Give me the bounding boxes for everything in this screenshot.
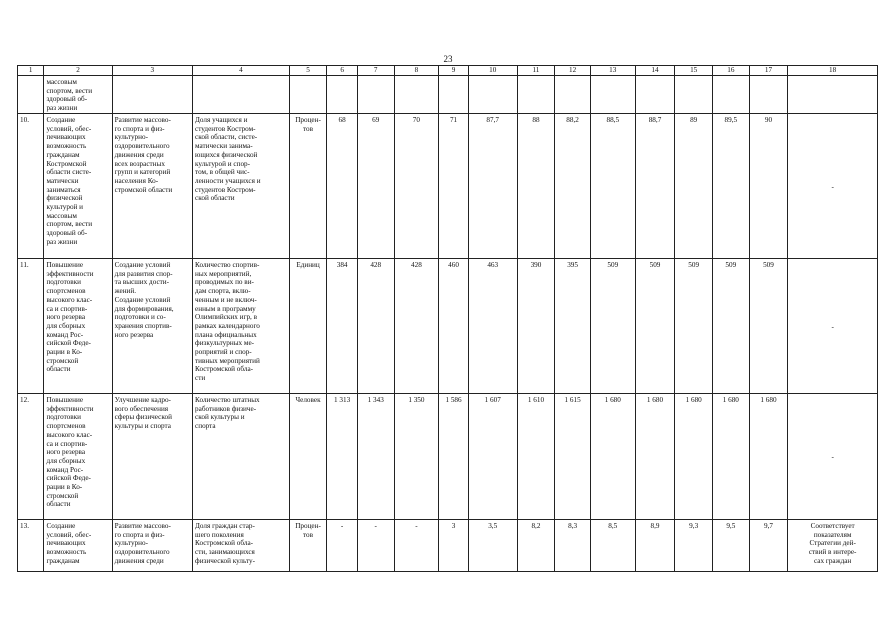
goal-cell: Повышение эффективности подготовки спортсменов высокого клас- са и спортив- ного резерва для сборных команд Рос- сийской Феде- рации в Ко- стромской области bbox=[44, 394, 112, 520]
value-cell: 463 bbox=[468, 259, 517, 394]
column-number-cell: 1 bbox=[18, 66, 44, 76]
value-cell: 509 bbox=[635, 259, 675, 394]
unit-cell bbox=[289, 76, 327, 114]
column-number-cell: 9 bbox=[439, 66, 469, 76]
value-cell: 69 bbox=[357, 114, 394, 259]
value-cell: 9,3 bbox=[675, 520, 713, 572]
value-cell: 1 680 bbox=[713, 394, 750, 520]
value-cell: 428 bbox=[357, 259, 394, 394]
task-cell: Развитие массово- го спорта и физ- культурно- оздоровительного движения среди bbox=[112, 520, 192, 572]
column-number-cell: 4 bbox=[193, 66, 290, 76]
row-number-cell bbox=[18, 76, 44, 114]
value-cell bbox=[468, 76, 517, 114]
value-cell bbox=[555, 76, 591, 114]
value-cell: 509 bbox=[675, 259, 713, 394]
column-number-cell: 7 bbox=[357, 66, 394, 76]
column-number-cell: 12 bbox=[555, 66, 591, 76]
column-number-cell: 11 bbox=[517, 66, 555, 76]
value-cell: 88,5 bbox=[590, 114, 635, 259]
goal-cell: массовым спортом, вести здоровый об- раз жизни bbox=[44, 76, 112, 114]
value-cell: 3 bbox=[439, 520, 469, 572]
value-cell: 1 610 bbox=[517, 394, 555, 520]
value-cell bbox=[713, 76, 750, 114]
value-cell: 8,5 bbox=[590, 520, 635, 572]
value-cell: 384 bbox=[327, 259, 358, 394]
value-cell: 509 bbox=[749, 259, 788, 394]
value-cell: 89,5 bbox=[713, 114, 750, 259]
unit-cell: Единиц bbox=[289, 259, 327, 394]
column-number-cell: 3 bbox=[112, 66, 192, 76]
value-cell: 1 680 bbox=[675, 394, 713, 520]
row-number-cell: 13. bbox=[18, 520, 44, 572]
value-cell: 390 bbox=[517, 259, 555, 394]
indicator-cell bbox=[193, 76, 290, 114]
row-number-cell: 11. bbox=[18, 259, 44, 394]
column-number-cell: 14 bbox=[635, 66, 675, 76]
goal-cell: Повышение эффективности подготовки спортсменов высокого клас- са и спортив- ного резерва для сборных команд Рос- сийской Феде- рации в Ко- стромской области bbox=[44, 259, 112, 394]
column-number-cell: 5 bbox=[289, 66, 327, 76]
value-cell bbox=[357, 76, 394, 114]
column-number-cell: 13 bbox=[590, 66, 635, 76]
column-number-cell: 10 bbox=[468, 66, 517, 76]
unit-cell: Человек bbox=[289, 394, 327, 520]
value-cell: 88,2 bbox=[555, 114, 591, 259]
task-cell: Создание условий для развития спор- та высших дости- жений. Создание условий для формирования, подготовки и со- хранения спортив- ного резерва bbox=[112, 259, 192, 394]
value-cell: 1 586 bbox=[439, 394, 469, 520]
value-cell bbox=[517, 76, 555, 114]
indicator-cell: Доля учащихся и студентов Костром- ской области, систе- матически занима- ющихся физической культурой и спор- том, в общей чис- ленности учащихся и студентов Костром- ской области bbox=[193, 114, 290, 259]
column-number-cell: 6 bbox=[327, 66, 358, 76]
value-cell: 89 bbox=[675, 114, 713, 259]
value-cell: 460 bbox=[439, 259, 469, 394]
value-cell: 8,3 bbox=[555, 520, 591, 572]
indicator-cell: Доля граждан стар- шего поколения Костромской обла- сти, занимающихся физической культу- bbox=[193, 520, 290, 572]
value-cell: 87,7 bbox=[468, 114, 517, 259]
value-cell bbox=[327, 76, 358, 114]
value-cell: 8,2 bbox=[517, 520, 555, 572]
value-cell bbox=[590, 76, 635, 114]
column-number-cell: 18 bbox=[788, 66, 878, 76]
note-cell bbox=[788, 76, 878, 114]
value-cell: 90 bbox=[749, 114, 788, 259]
unit-cell: Процен- тов bbox=[289, 520, 327, 572]
table-row bbox=[18, 76, 878, 114]
goal-cell: Создание условий, обес- печивающих возможность гражданам bbox=[44, 520, 112, 572]
table-row bbox=[18, 394, 878, 520]
task-cell: Развитие массово- го спорта и физ- культурно- оздоровительного движения среди всех возрастных групп и категорий населения Ко- стромской области bbox=[112, 114, 192, 259]
value-cell: 428 bbox=[394, 259, 439, 394]
row-number-cell: 10. bbox=[18, 114, 44, 259]
value-cell bbox=[439, 76, 469, 114]
value-cell: 1 680 bbox=[749, 394, 788, 520]
value-cell: 1 615 bbox=[555, 394, 591, 520]
value-cell bbox=[749, 76, 788, 114]
value-cell bbox=[394, 76, 439, 114]
value-cell: 3,5 bbox=[468, 520, 517, 572]
value-cell: 9,5 bbox=[713, 520, 750, 572]
value-cell: 88,7 bbox=[635, 114, 675, 259]
value-cell: - bbox=[394, 520, 439, 572]
value-cell: 1 680 bbox=[590, 394, 635, 520]
value-cell: 1 343 bbox=[357, 394, 394, 520]
value-cell: 68 bbox=[327, 114, 358, 259]
indicator-cell: Количество штатных работников физиче- ской культуры и спорта bbox=[193, 394, 290, 520]
column-number-cell: 17 bbox=[749, 66, 788, 76]
value-cell: 509 bbox=[590, 259, 635, 394]
value-cell: 1 607 bbox=[468, 394, 517, 520]
note-cell: - bbox=[788, 394, 878, 520]
table-row bbox=[18, 259, 878, 394]
column-number-cell: 16 bbox=[713, 66, 750, 76]
table-row bbox=[18, 114, 878, 259]
value-cell: - bbox=[357, 520, 394, 572]
note-cell: - bbox=[788, 114, 878, 259]
value-cell: 509 bbox=[713, 259, 750, 394]
value-cell: 88 bbox=[517, 114, 555, 259]
indicators-table bbox=[17, 65, 878, 572]
note-cell: Соответствует показателям Стратегии дей- ствий в интере- сах граждан bbox=[788, 520, 878, 572]
page-number: 23 bbox=[443, 54, 453, 64]
value-cell: 1 350 bbox=[394, 394, 439, 520]
column-number-row bbox=[18, 66, 878, 76]
value-cell: 1 313 bbox=[327, 394, 358, 520]
table-row bbox=[18, 520, 878, 572]
row-number-cell: 12. bbox=[18, 394, 44, 520]
value-cell: - bbox=[327, 520, 358, 572]
task-cell: Улучшение кадро- вого обеспечения сферы физической культуры и спорта bbox=[112, 394, 192, 520]
table-body bbox=[18, 66, 878, 572]
value-cell: 395 bbox=[555, 259, 591, 394]
column-number-cell: 2 bbox=[44, 66, 112, 76]
note-cell: - bbox=[788, 259, 878, 394]
goal-cell: Создание условий, обес- печивающих возможность гражданам Костромской области систе- матически заниматься физической культурой и массовым спортом, вести здоровый об- раз жизни bbox=[44, 114, 112, 259]
column-number-cell: 8 bbox=[394, 66, 439, 76]
indicator-cell: Количество спортив- ных мероприятий, проводимых по ви- дам спорта, вклю- ченным и не включ- енным в программу Олимпийских игр, в рамках календарного плана официальных физкультурных ме- роприятий и спор- тивных мероприятий Костромской обла- сти bbox=[193, 259, 290, 394]
column-number-cell: 15 bbox=[675, 66, 713, 76]
task-cell bbox=[112, 76, 192, 114]
value-cell: 9,7 bbox=[749, 520, 788, 572]
value-cell: 70 bbox=[394, 114, 439, 259]
value-cell bbox=[675, 76, 713, 114]
value-cell: 71 bbox=[439, 114, 469, 259]
value-cell bbox=[635, 76, 675, 114]
value-cell: 1 680 bbox=[635, 394, 675, 520]
value-cell: 8,9 bbox=[635, 520, 675, 572]
unit-cell: Процен- тов bbox=[289, 114, 327, 259]
